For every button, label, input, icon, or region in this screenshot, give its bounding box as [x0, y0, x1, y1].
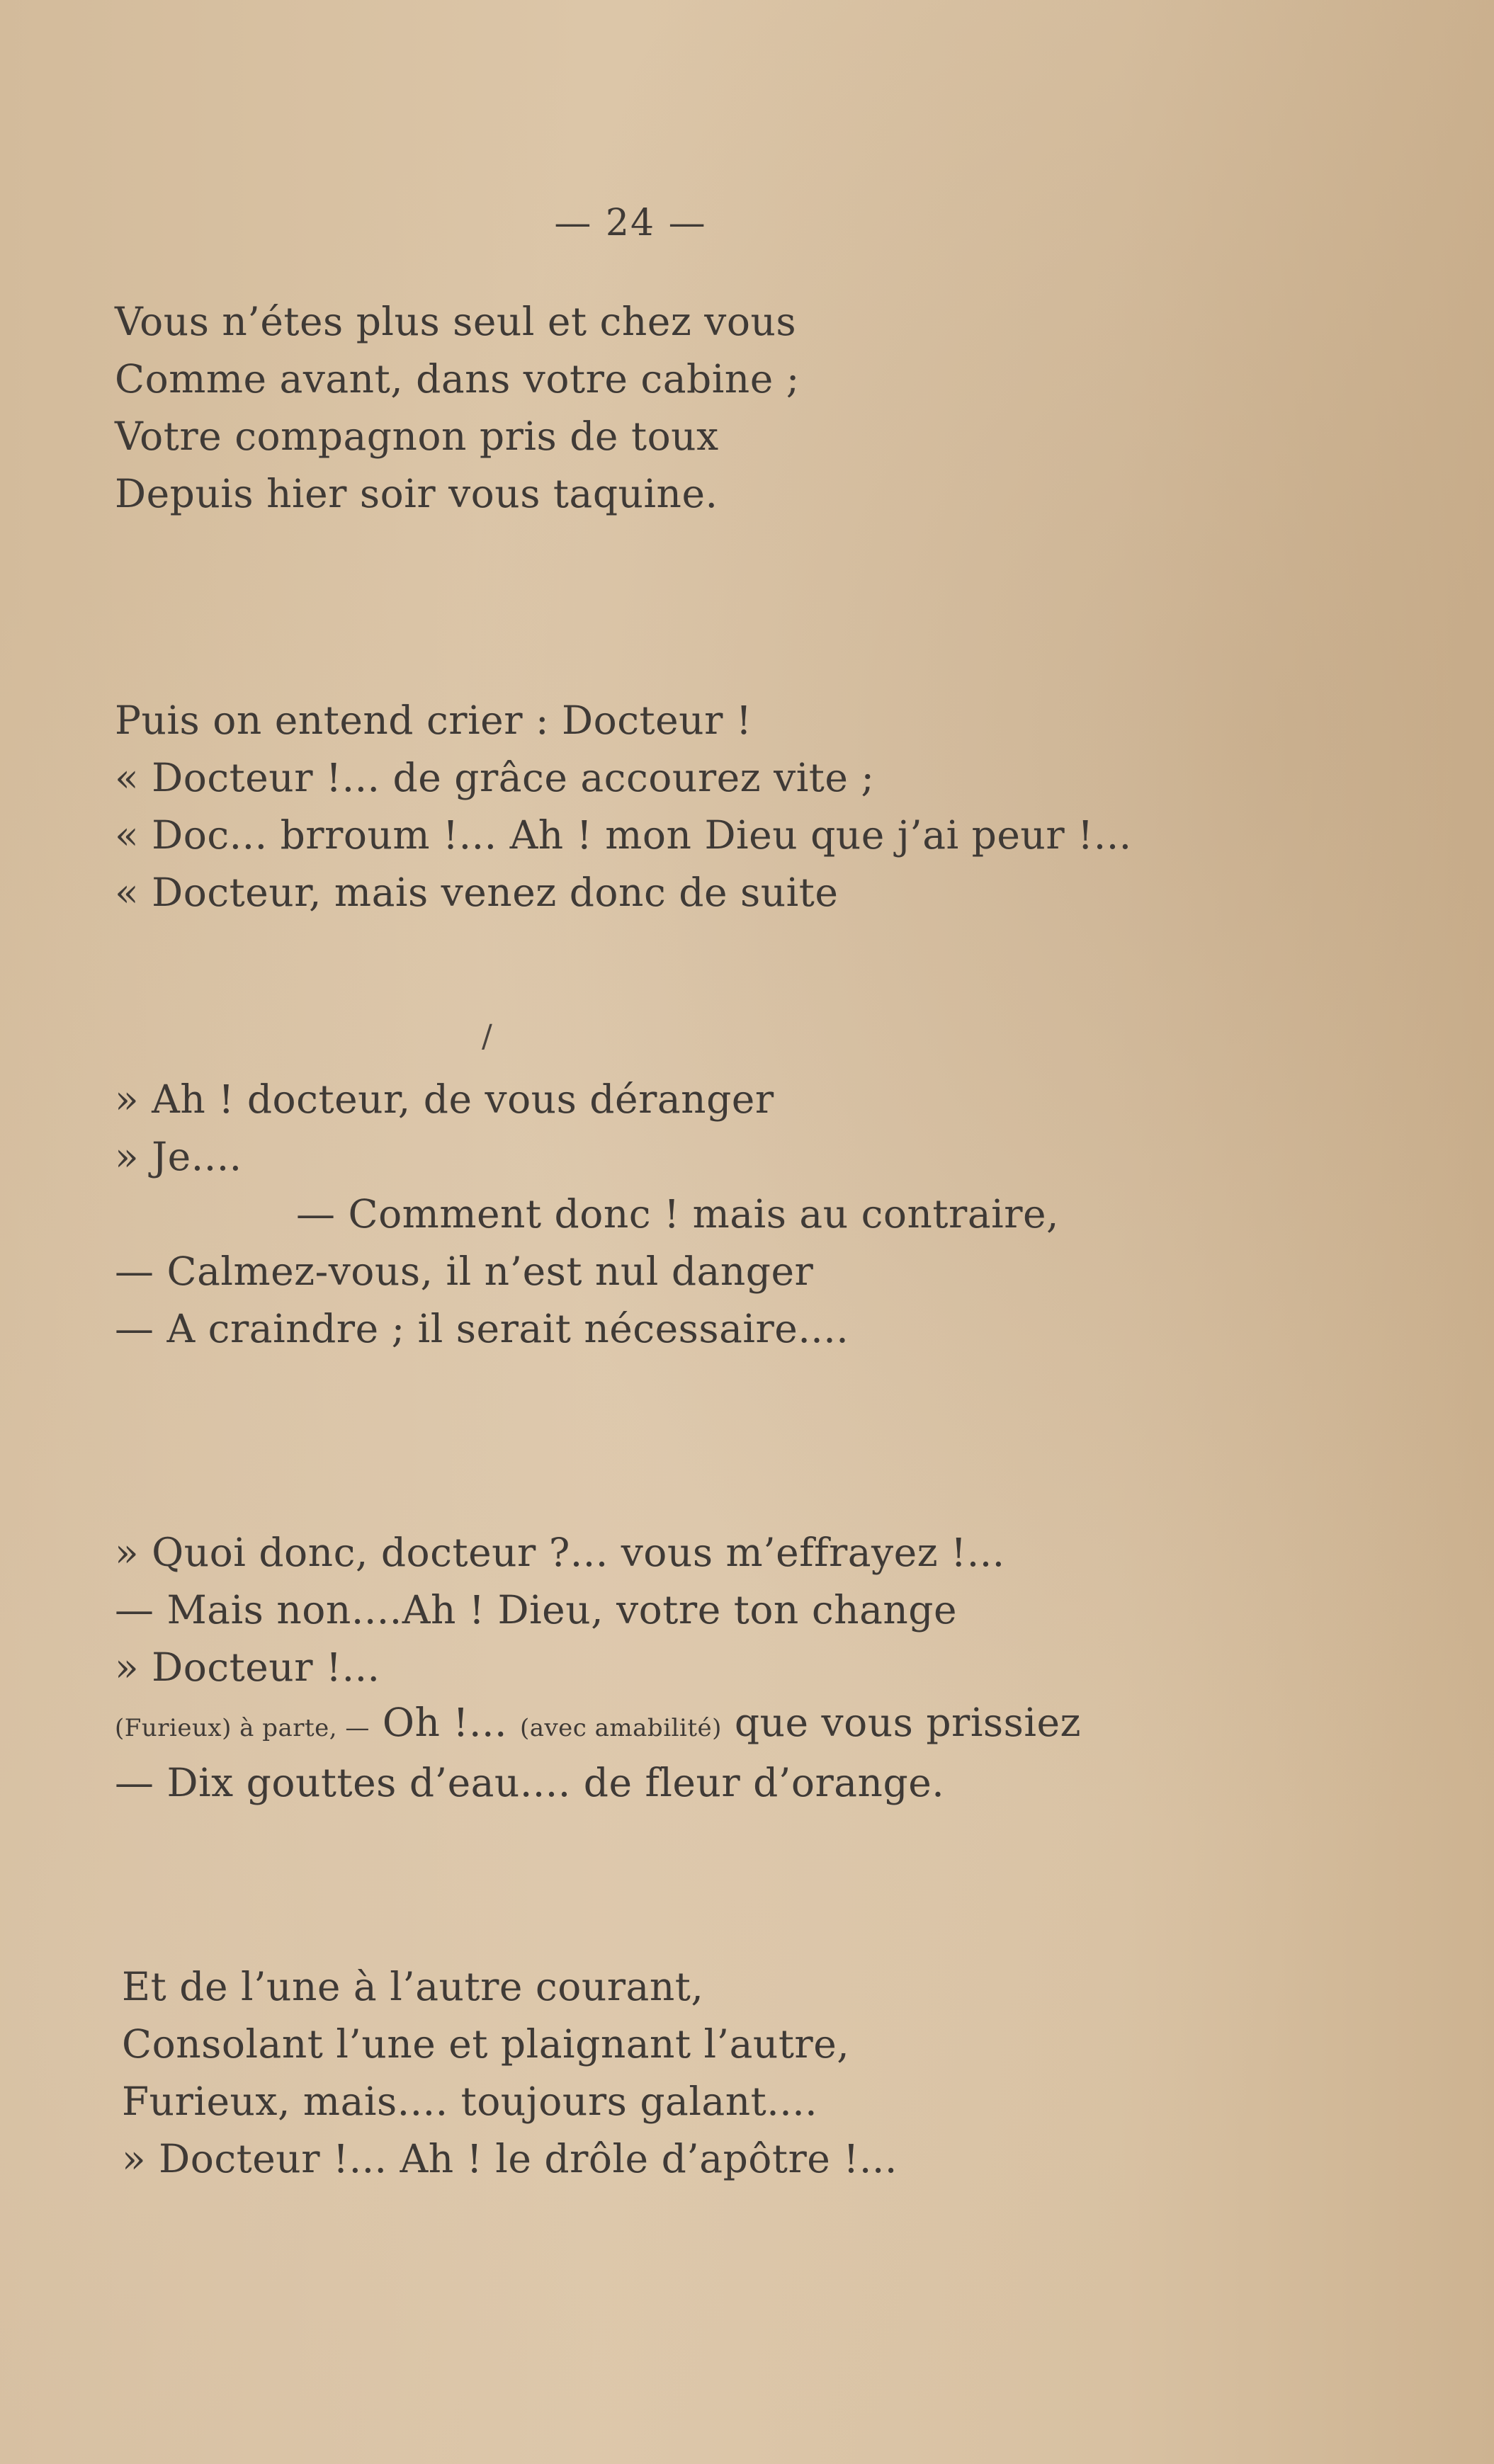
verse-line: Comme avant, dans votre cabine ;: [115, 356, 800, 402]
stage-direction: (avec amabilité): [519, 1714, 722, 1742]
verse-line: — A craindre ; il serait nécessaire....: [115, 1306, 849, 1351]
verse-line: » Ah ! docteur, de vous déranger: [115, 1077, 774, 1122]
verse-line: — Comment donc ! mais au contraire,: [296, 1191, 1060, 1237]
verse-line: « Doc... brroum !... Ah ! mon Dieu que j’ai peur !...: [115, 812, 1132, 858]
aside-verse-line: [115, 1700, 1081, 1745]
verse-line: Puis on entend crier : Docteur !: [115, 698, 752, 743]
page-number: — 24 —: [554, 202, 707, 244]
verse-line: Et de l’une à l’autre courant,: [122, 1964, 704, 2009]
verse-line: » Docteur !... Ah ! le drôle d’apôtre !...: [122, 2136, 898, 2181]
verse-line: Furieux, mais.... toujours galant....: [122, 2079, 818, 2124]
stray-mark: /: [482, 1018, 492, 1055]
verse-line: Vous n’étes plus seul et chez vous: [115, 299, 797, 344]
verse-line: » Docteur !...: [115, 1645, 380, 1690]
stage-direction: (Furieux) à parte, —: [115, 1714, 370, 1742]
verse-line: Consolant l’une et plaignant l’autre,: [122, 2021, 850, 2067]
verse-line: » Quoi donc, docteur ?... vous m’effrayez !...: [115, 1530, 1005, 1575]
verse-line: » Je....: [115, 1134, 242, 1179]
spoken-text: Oh !...: [382, 1700, 507, 1745]
verse-line: « Docteur !... de grâce accourez vite ;: [115, 755, 875, 800]
verse-line: « Docteur, mais venez donc de suite: [115, 870, 839, 915]
verse-line: Depuis hier soir vous taquine.: [115, 471, 718, 516]
verse-line: Votre compagnon pris de toux: [115, 414, 719, 459]
verse-line: — Dix gouttes d’eau.... de fleur d’orange.: [115, 1760, 945, 1805]
verse-line: — Calmez-vous, il n’est nul danger: [115, 1249, 814, 1294]
verse-line: — Mais non....Ah ! Dieu, votre ton change: [115, 1587, 958, 1633]
spoken-text: que vous prissiez: [734, 1700, 1081, 1745]
